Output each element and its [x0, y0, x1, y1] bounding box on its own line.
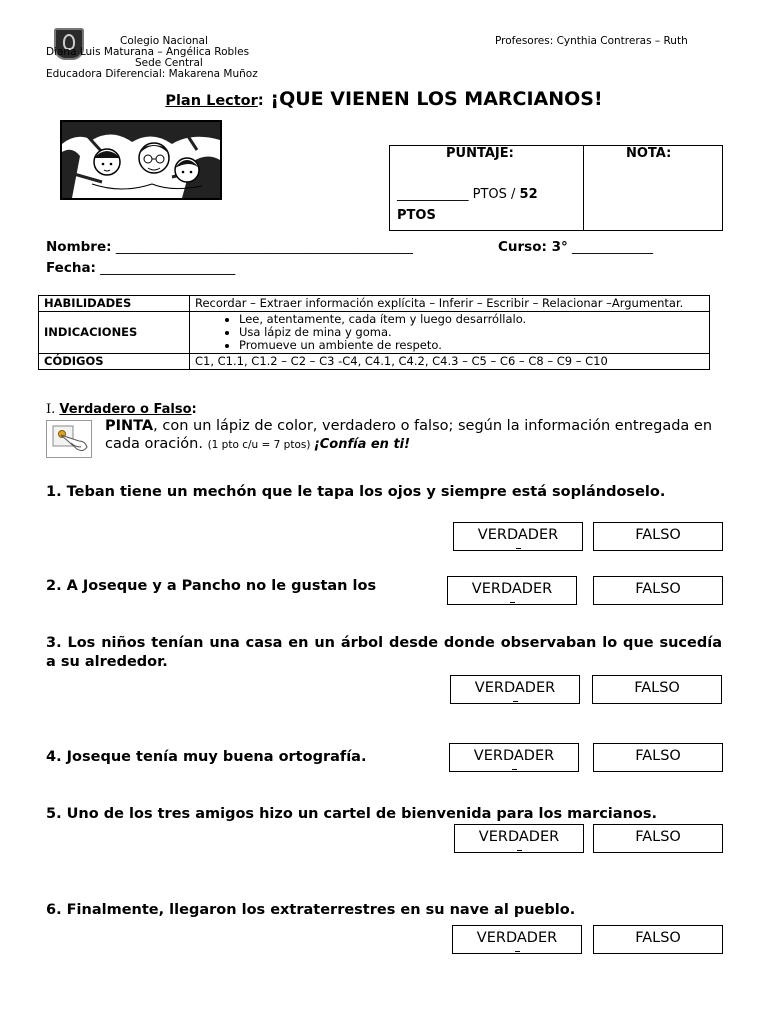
campus-name: Sede Central	[135, 57, 203, 69]
pencil-hand-icon	[46, 420, 92, 458]
nombre-blank[interactable]: ____________________________________________	[111, 239, 413, 255]
instr-motto: ¡Confía en ti!	[313, 437, 411, 452]
habilidades-row	[39, 296, 710, 312]
section-number: I.	[46, 402, 60, 417]
q2-false-box[interactable]	[593, 576, 723, 605]
q3-false-box[interactable]	[592, 675, 722, 704]
ptos-label: PTOS	[397, 208, 436, 223]
list-item: • Usa lápiz de mina y goma.	[239, 326, 704, 339]
question-1: 1. Teban tiene un mechón que le tapa los ojos y siempre está soplándoselo.	[46, 484, 666, 500]
section-heading	[46, 402, 197, 417]
q5-false-box[interactable]	[593, 824, 723, 853]
question-4: 4. Joseque tenía muy buena ortografía.	[46, 749, 367, 765]
q3-false-label: FALSO	[634, 680, 680, 696]
indicaciones-row	[39, 312, 710, 354]
puntaje-line	[397, 187, 538, 202]
indicaciones-list-cell	[190, 312, 710, 354]
q5-true-box[interactable]	[454, 824, 584, 853]
school-name: Colegio Nacional	[120, 35, 208, 47]
list-item: • Promueve un ambiente de respeto.	[239, 339, 704, 352]
q4-false-box[interactable]	[593, 743, 723, 772]
teachers-right: Profesores: Cynthia Contreras – Ruth	[495, 35, 688, 47]
q3-true-label: VERDADER	[474, 680, 556, 696]
instr-text: , con un lápiz de color, verdadero o falso; según la información entregada en cada oración.	[105, 418, 713, 452]
list-item: • Lee, atentamente, cada ítem y luego desarróllalo.	[239, 313, 704, 326]
puntaje-label: PUNTAJE:	[446, 146, 514, 161]
q3-true-box[interactable]	[450, 675, 580, 704]
q2-false-label: FALSO	[635, 581, 681, 597]
question-6: 6. Finalmente, llegaron los extraterrestres en su nave al pueblo.	[46, 902, 576, 918]
indicaciones-list	[195, 313, 704, 352]
q1-true-label: VERDADER	[477, 527, 559, 543]
q4-true-box[interactable]	[449, 743, 579, 772]
habilidades-value: Recordar – Extraer información explícita – Inferir – Escribir – Relacionar –Argumentar.	[190, 296, 710, 312]
fecha-label: Fecha:	[46, 260, 96, 276]
total-points: 52	[519, 187, 538, 202]
puntaje-blank[interactable]: ___________	[397, 187, 469, 202]
q4-false-label: FALSO	[635, 748, 681, 764]
q1-true-box[interactable]	[453, 522, 583, 551]
title-colon: :	[257, 91, 264, 109]
curso-field[interactable]	[498, 239, 653, 255]
codigos-value: C1, C1.1, C1.2 – C2 – C3 -C4, C4.1, C4.2, C4.3 – C5 – C6 – C8 – C9 – C10	[190, 354, 710, 370]
section-colon: :	[191, 402, 197, 417]
codigos-label: CÓDIGOS	[39, 354, 190, 370]
q6-true-label: VERDADER	[476, 930, 558, 946]
instr-bold: PINTA	[105, 418, 154, 434]
codigos-row	[39, 354, 710, 370]
educator-name: Educadora Diferencial: Makarena Muñoz	[46, 68, 258, 80]
q2-true-box[interactable]	[447, 576, 577, 605]
curso-label: Curso: 3°	[498, 239, 568, 255]
q1-false-label: FALSO	[635, 527, 681, 543]
curso-blank[interactable]: ____________	[567, 239, 654, 255]
q5-true-label: VERDADER	[478, 829, 560, 845]
fecha-blank[interactable]: ____________________	[95, 260, 236, 276]
q6-false-label: FALSO	[635, 930, 681, 946]
section-instructions	[105, 417, 725, 454]
instr-points: (1 pto c/u = 7 ptos)	[207, 439, 314, 451]
section-title: Verdadero o Falso	[59, 402, 192, 417]
info-table	[38, 295, 710, 370]
question-2: 2. A Joseque y a Pancho no le gustan los	[46, 578, 377, 594]
q1-false-box[interactable]	[593, 522, 723, 551]
question-3: 3. Los niños tenían una casa en un árbol desde donde observaban lo que sucedía a su alrededor.	[46, 635, 722, 670]
q4-true-label: VERDADER	[473, 748, 555, 764]
question-5: 5. Uno de los tres amigos hizo un cartel de bienvenida para los marcianos.	[46, 806, 657, 822]
teachers-left: Diana Luis Maturana – Angélica Robles	[46, 46, 250, 58]
nota-label: NOTA:	[626, 146, 672, 161]
story-illustration	[60, 120, 222, 200]
q5-false-label: FALSO	[635, 829, 681, 845]
score-box	[389, 145, 723, 231]
indicaciones-label: INDICACIONES	[39, 312, 190, 354]
illustration-children-in-tree	[62, 122, 220, 198]
nombre-label: Nombre:	[46, 239, 112, 255]
title-prefix: Plan Lector	[165, 93, 258, 109]
nombre-field[interactable]	[46, 239, 413, 255]
fecha-field[interactable]	[46, 260, 235, 276]
ptos-text: PTOS /	[468, 187, 520, 202]
title-main: ¡QUE VIENEN LOS MARCIANOS!	[263, 88, 603, 110]
q6-false-box[interactable]	[593, 925, 723, 954]
habilidades-label: HABILIDADES	[39, 296, 190, 312]
q6-true-box[interactable]	[452, 925, 582, 954]
q2-true-label: VERDADER	[471, 581, 553, 597]
page-title	[0, 88, 768, 110]
